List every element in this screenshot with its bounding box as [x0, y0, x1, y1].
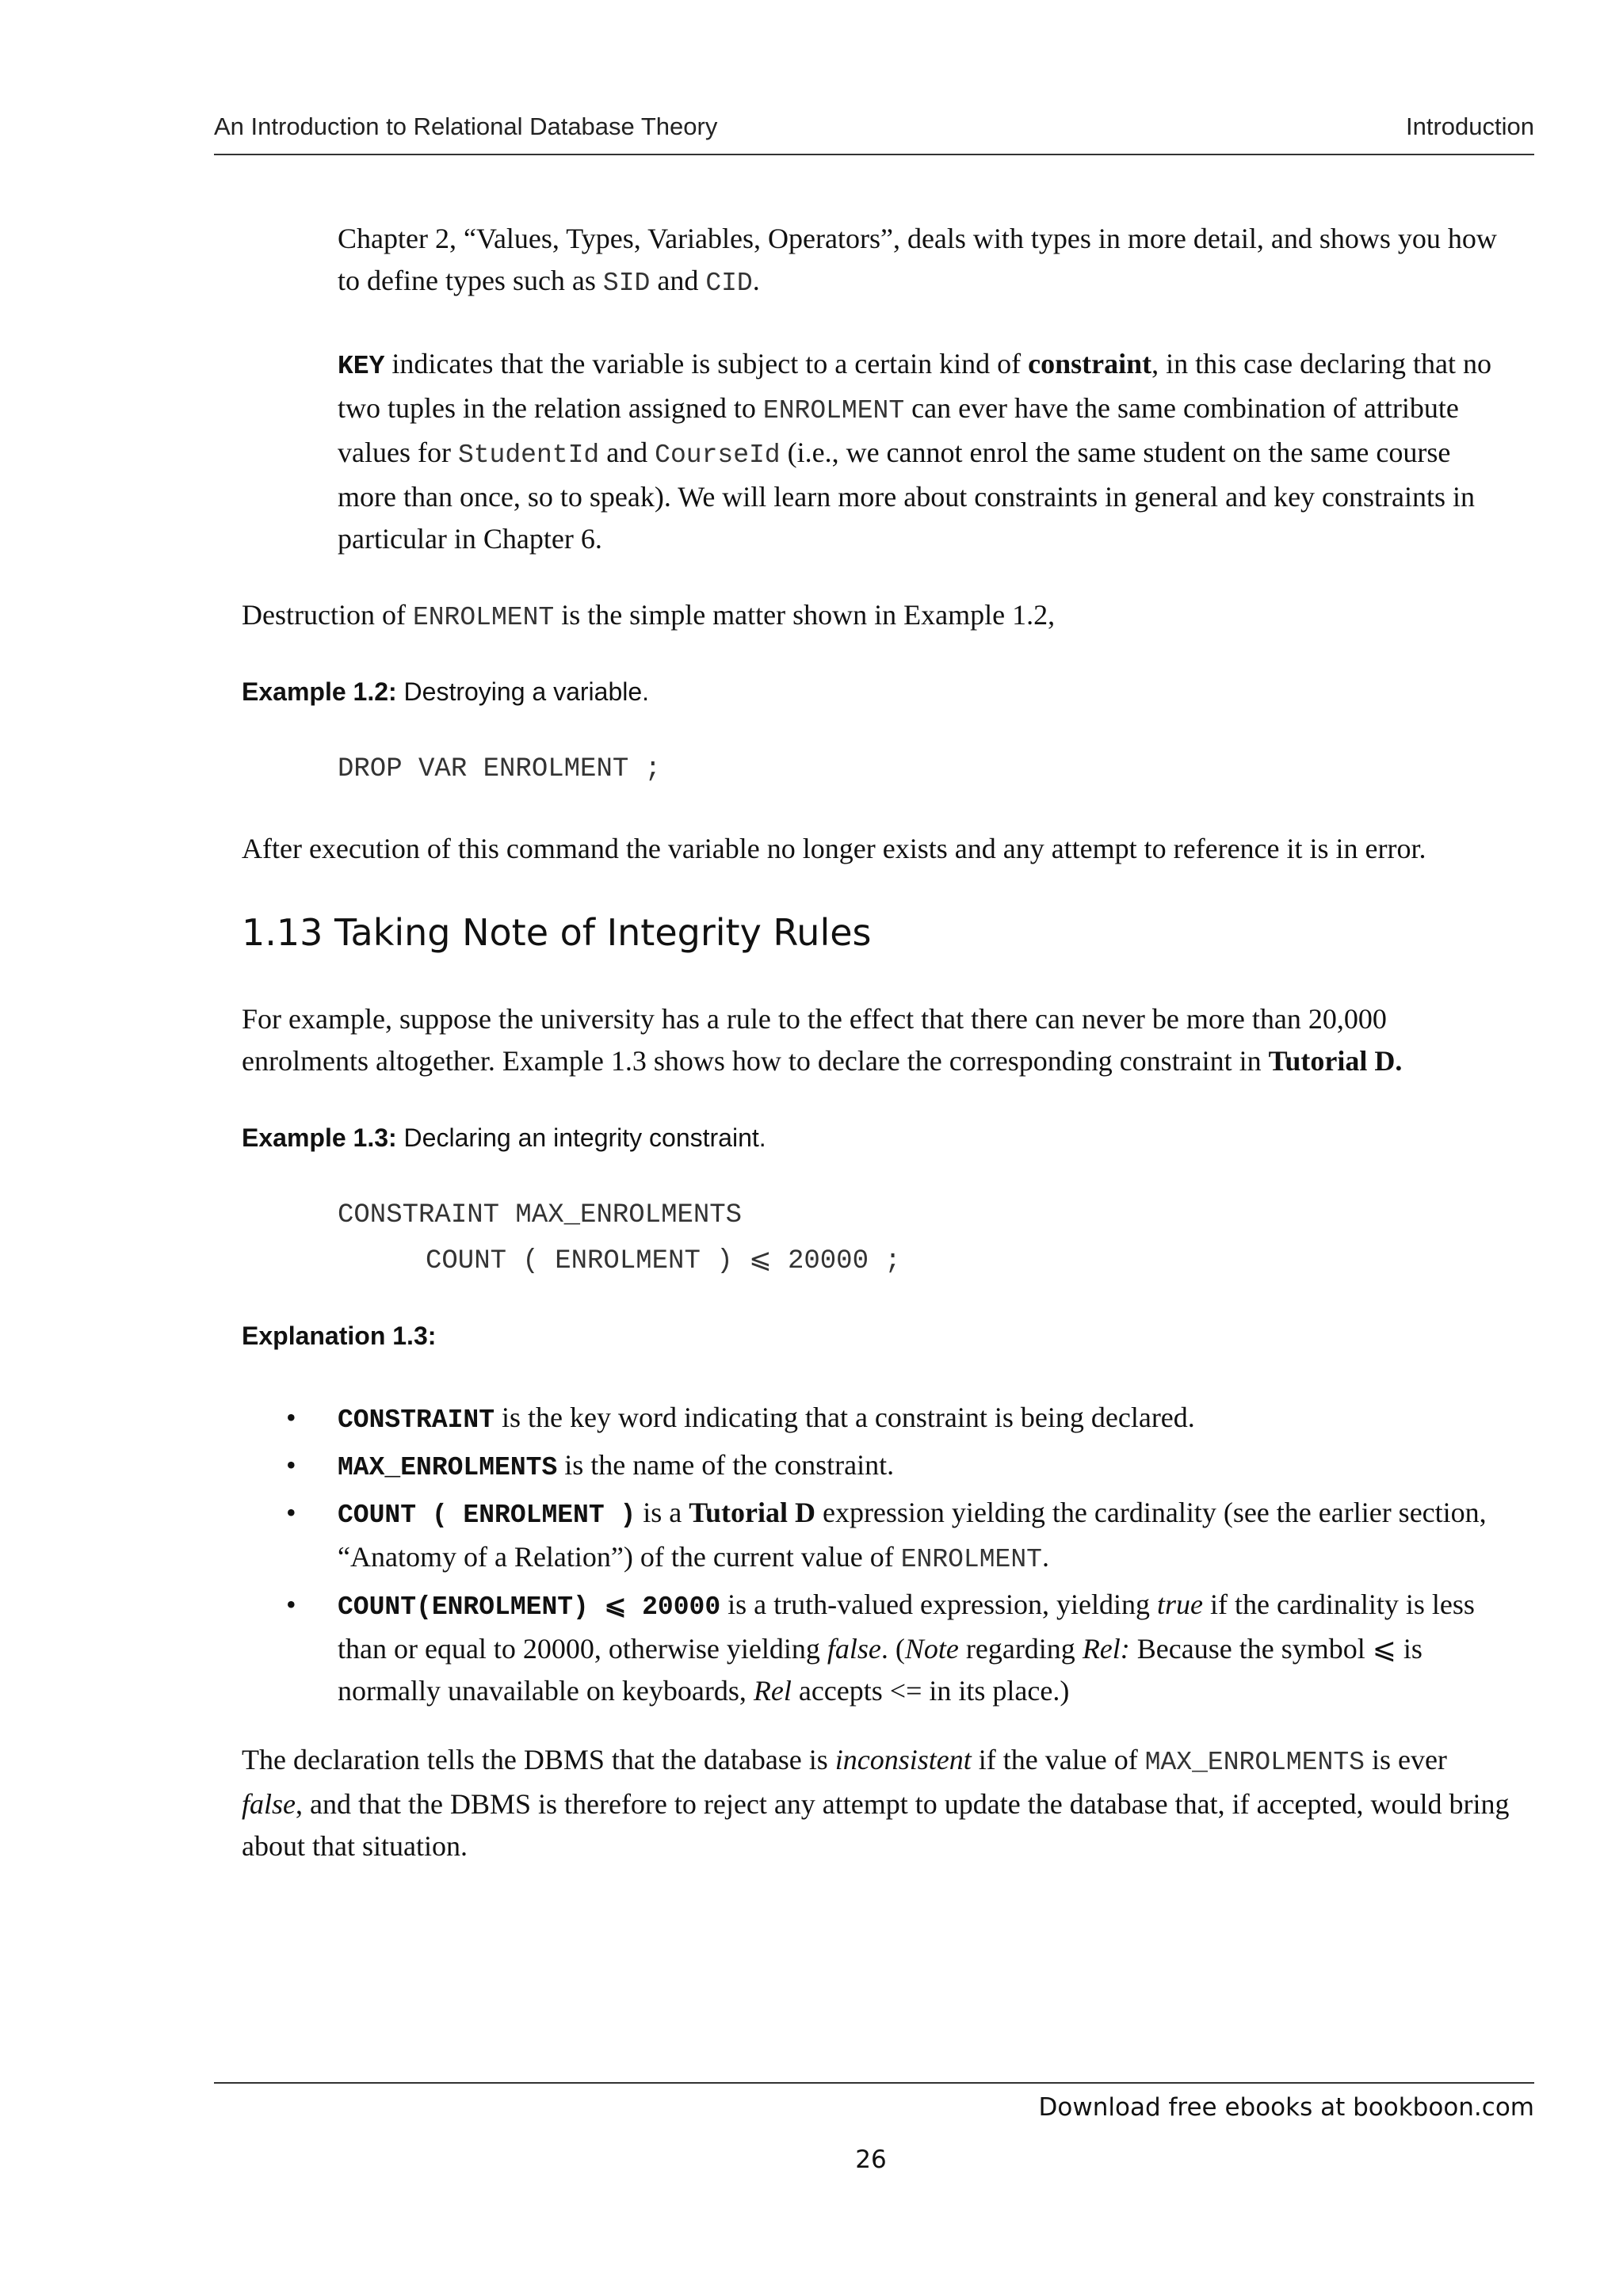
section-heading: 1.13 Taking Note of Integrity Rules [242, 911, 872, 954]
paragraph-key [338, 343, 1503, 560]
text: . [752, 265, 760, 296]
list-item [242, 1444, 1510, 1489]
text: (i.e., we cannot enrol the same student on the same course more than once, so to speak). We will learn more about constraints in general and key constraints in particular in Chapter 6. [338, 437, 1476, 555]
text: accepts <= in its place.) [791, 1675, 1070, 1707]
list-item [242, 1397, 1510, 1441]
explanation-label: Explanation 1.3: [242, 1322, 437, 1350]
code-sid: SID [602, 269, 651, 298]
code-max-enrolments: MAX_ENROLMENTS [1144, 1748, 1365, 1777]
bold-constraint: constraint [1028, 348, 1152, 379]
italic-rel: Rel: [1082, 1633, 1130, 1665]
text: is the key word indicating that a constraint is being declared. [495, 1402, 1195, 1433]
text: , and that the DBMS is therefore to reject any attempt to update the database that, if accepted, would bring about that situation. [242, 1788, 1510, 1862]
italic-false: false [827, 1633, 881, 1665]
italic-rel: Rel [753, 1675, 792, 1707]
text: The declaration tells the DBMS that the database is [242, 1744, 835, 1775]
text: is ever [1364, 1744, 1447, 1775]
page-number: 26 [855, 2145, 887, 2174]
bullet-icon: • [286, 1449, 296, 1481]
example-label: Example 1.2: [242, 677, 397, 706]
text: is a [636, 1497, 689, 1528]
example-1-2-caption [242, 677, 649, 707]
code-constraint: CONSTRAINT [338, 1405, 495, 1435]
code-courseid: CourseId [655, 441, 781, 470]
text: indicates that the variable is subject to a certain kind of [384, 348, 1029, 379]
footer-download-link[interactable]: Download free ebooks at bookboon.com [1038, 2093, 1534, 2122]
text: Chapter 2, “Values, Types, Variables, Operators”, deals with types in more detail, and shows you how to define types such as [338, 223, 1497, 296]
code-constraint-line1: CONSTRAINT MAX_ENROLMENTS [338, 1200, 743, 1230]
example-caption-text: Destroying a variable. [396, 677, 650, 706]
code-constraint-line2: COUNT ( ENROLMENT ) ⩽ 20000 ; [426, 1246, 901, 1276]
bullet-icon: • [286, 1497, 296, 1528]
text: Destruction of [242, 599, 413, 631]
paragraph-destruction [242, 594, 1510, 639]
header-book-title: An Introduction to Relational Database Theory [214, 113, 718, 140]
code-enrolment: ENROLMENT [762, 396, 905, 425]
list-item [242, 1584, 1510, 1712]
code-drop-var: DROP VAR ENROLMENT ; [338, 754, 662, 784]
paragraph-after-execution: After execution of this command the variable no longer exists and any attempt to reference it is in error. [242, 833, 1426, 864]
paragraph-for-example [242, 998, 1510, 1082]
bold-tutorial-d: Tutorial D. [1268, 1045, 1403, 1077]
explanation-list [242, 1397, 1510, 1715]
text: and [650, 265, 706, 296]
code-count-enrolment: COUNT ( ENROLMENT ) [338, 1501, 636, 1530]
text: , in this case declaring that no two tuples in the relation assigned to [338, 348, 1492, 424]
italic-inconsistent: inconsistent [834, 1744, 972, 1775]
italic-note: Note [904, 1633, 959, 1665]
example-label: Example 1.3: [242, 1123, 397, 1152]
text: if the cardinality is less than or equal to 20000, otherwise yielding [338, 1589, 1475, 1665]
bullet-icon: • [286, 1402, 296, 1433]
text: expression yielding the cardinality (see the earlier section, “Anatomy of a Relation”) of the current value of [338, 1497, 1487, 1573]
text: regarding [958, 1633, 1083, 1665]
code-key: KEY [338, 352, 385, 381]
paragraph-chapter2 [338, 218, 1503, 304]
text: can ever have the same combination of attribute values for [338, 392, 1459, 468]
list-item [242, 1492, 1510, 1581]
text: and [599, 437, 655, 468]
code-cid: CID [705, 269, 753, 298]
bullet-icon: • [286, 1589, 296, 1620]
example-1-3-caption [242, 1123, 766, 1153]
text: Because the symbol ⩽ is normally unavailable on keyboards, [338, 1633, 1423, 1707]
italic-false: false [242, 1788, 296, 1820]
text: . [1041, 1541, 1049, 1573]
code-enrolment: ENROLMENT [900, 1545, 1042, 1574]
text: . ( [880, 1633, 905, 1665]
bold-tutorial-d: Tutorial D [689, 1497, 815, 1528]
code-count-expression: COUNT(ENROLMENT) ⩽ 20000 [338, 1592, 721, 1622]
italic-true: true [1157, 1589, 1204, 1620]
text: For example, suppose the university has a rule to the effect that there can never be more than 20,000 enrolments altogether. Example 1.3 shows how to declare the corresponding constraint in [242, 1003, 1387, 1077]
code-enrolment: ENROLMENT [412, 603, 555, 632]
code-max-enrolments: MAX_ENROLMENTS [338, 1453, 558, 1482]
header-chapter: Introduction [1406, 113, 1534, 140]
footer-rule [214, 2082, 1534, 2084]
text: is the simple matter shown in Example 1.2, [554, 599, 1056, 631]
paragraph-declaration [242, 1739, 1510, 1867]
header-rule [214, 154, 1534, 155]
example-caption-text: Declaring an integrity constraint. [396, 1123, 766, 1152]
text: if the value of [971, 1744, 1145, 1775]
text: is a truth-valued expression, yielding [720, 1589, 1158, 1620]
code-studentid: StudentId [457, 441, 600, 470]
text: is the name of the constraint. [557, 1449, 895, 1481]
